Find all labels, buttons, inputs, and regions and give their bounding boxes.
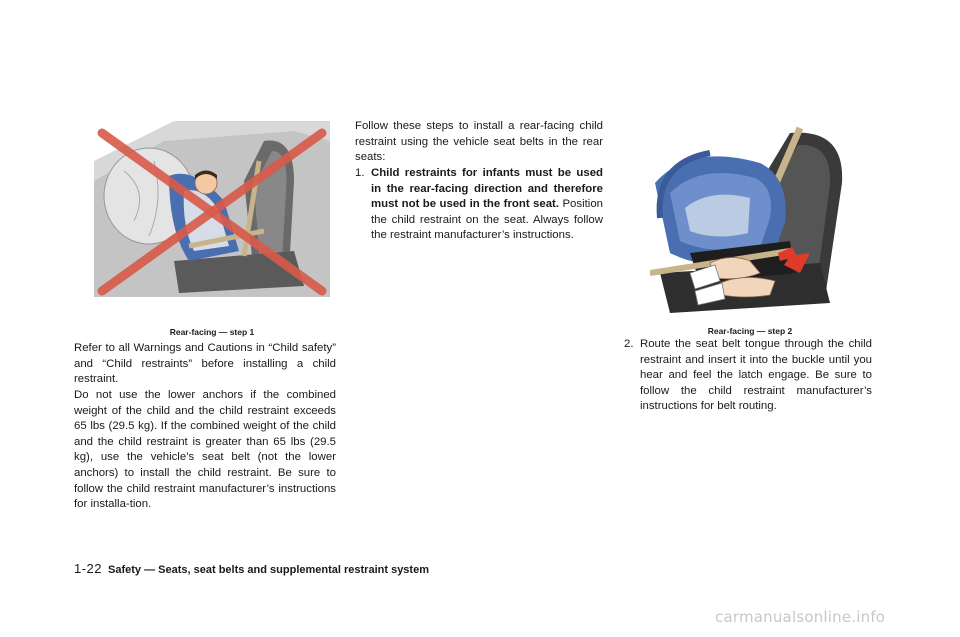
page-number: 1-22 <box>74 561 103 576</box>
watermark-text: carmanualsonline.info <box>715 608 886 626</box>
figure-rear-facing-step-2 <box>650 123 850 317</box>
step-1 <box>355 166 603 256</box>
step-1-bold-text: Child restraints for infants must be used in the rear-facing direction and therefore must not be used in the front seat. <box>371 167 603 211</box>
page-footer <box>74 561 429 576</box>
figure-rear-facing-step-1 <box>94 121 330 297</box>
illustration-buckling-infant-seat <box>650 123 850 317</box>
step-2 <box>624 337 872 417</box>
illustration-front-seat-airbag-crossed <box>94 121 330 297</box>
step-2-number: 2. <box>624 338 634 350</box>
step-1-body <box>371 166 603 244</box>
section-title: Safety — Seats, seat belts and supplemental restraint system <box>108 564 429 576</box>
step-1-text: Position the child restraint on the seat. Always follow the restraint manufacturer’s instructions. <box>371 198 603 242</box>
figure-1-caption: Rear-facing — step 1 <box>169 327 255 337</box>
figure-2-caption: Rear-facing — step 2 <box>707 326 793 336</box>
step-2-body: Route the seat belt tongue through the child restraint and insert it into the buckle until you hear and feel the latch engage. Be sure to follow the child restraint manufacturer’s instructions for belt routing. <box>640 338 872 413</box>
middle-intro: Follow these steps to install a rear-facing child restraint using the vehicle seat belts in the rear seats: <box>355 120 603 164</box>
left-paragraph-2: Do not use the lower anchors if the combined weight of the child and the child restraint exceeds 65 lbs (29.5 kg). If the combined weight of the child and the child restraint is greater than 65 lbs (29.5 kg), use the vehicle’s seat belt (not the lower anchors) to install the child restraint. Be sure to follow the child restraint manufacturer’s instructions for installa-tion. <box>74 389 336 511</box>
step-1-number: 1. <box>355 167 365 179</box>
left-paragraph-1: Refer to all Warnings and Cautions in “Child safety” and “Child restraints” before installing a child restraint. <box>74 342 336 386</box>
